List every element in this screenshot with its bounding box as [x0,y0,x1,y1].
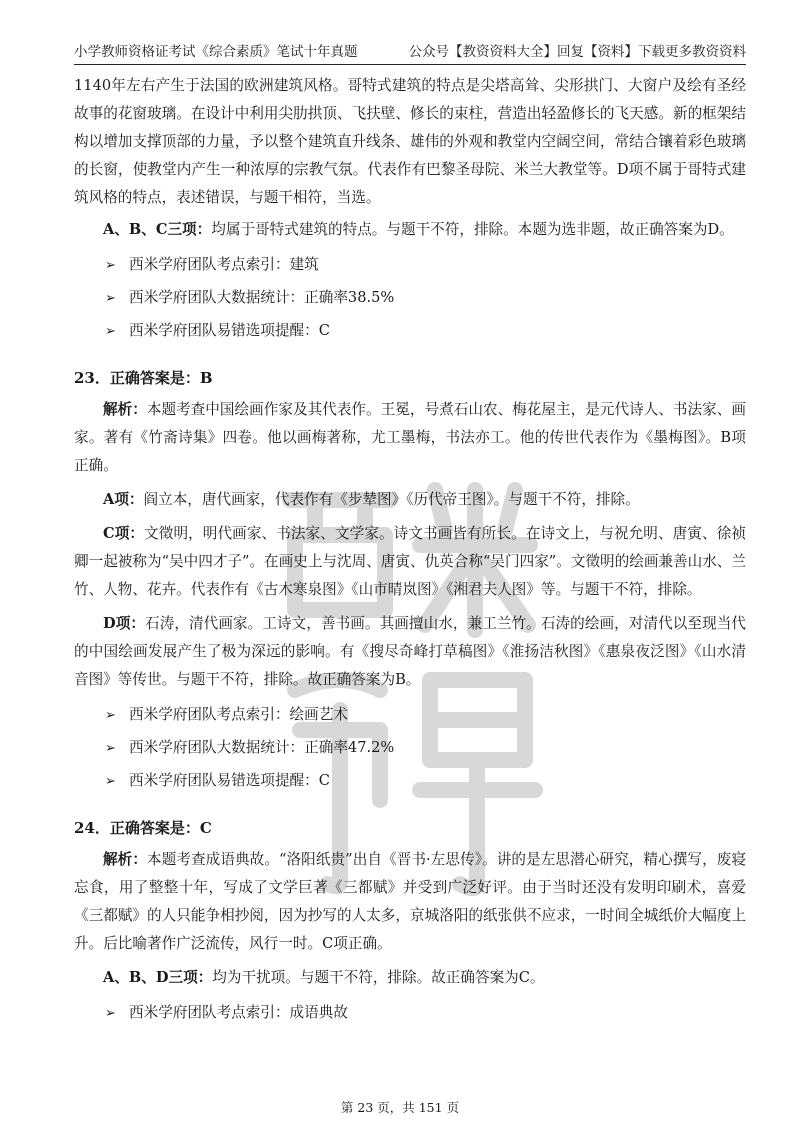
q23-bullet: ➢ 西米学府团队考点索引：绘画艺术 [74,704,746,727]
q24-title: 24．正确答案是：C [74,819,212,837]
q23-analysis: 解析：本题考查中国绘画作家及其代表作。王冕，号煮石山农、梅花屋主，是元代诗人、书法家、画家。著有《竹斋诗集》四卷。他以画梅著称，尤工墨梅，书法亦工。他的传世代表作为《墨梅图》。B项正确。 [74,401,746,474]
q22-abc-note [74,216,746,244]
arrow-bullet-icon: ➢ [105,258,116,273]
arrow-bullet-icon: ➢ [105,1006,116,1021]
q24-analysis: 解析：本题考查成语典故。“洛阳纸贵”出自《晋书·左思传》。讲的是左思潜心研究，精心撰写，废寝忘食，用了整整十年，写成了文学巨著《三都赋》并受到广泛好评。由于当时还没有发明印刷术，喜爱《三都赋》的人只能争相抄阅，因为抄写的人太多，京城洛阳的纸张供不应求，一时间全城纸价大幅度上升。后比喻著作广泛流传，风行一时。C项正确。 [74,851,746,952]
q24-abd-note: A、B、D三项：均为干扰项。与题干不符，排除。故正确答案为C。 [103,969,545,986]
q22-bullet: ➢ 西米学府团队考点索引：建筑 [74,254,746,277]
page-header [74,42,746,65]
arrow-bullet-icon: ➢ [105,291,116,306]
header-title: 小学教师资格证考试《综合素质》笔试十年真题 [74,44,358,60]
q23-option-d: D项：石涛，清代画家。工诗文，善书画。其画擅山水，兼工兰竹。石涛的绘画，对清代以至现当代的中国绘画发展产生了极为深远的影响。有《搜尽奇峰打草稿图》《淮扬洁秋图》《惠泉夜泛图》《山水清音图》等传世。与题干不符，排除。故正确答案为B。 [74,615,746,688]
arrow-bullet-icon: ➢ [105,741,116,756]
page-number: 第 23 页，共 151 页 [340,1100,460,1115]
q22-abc-text: 均属于哥特式建筑的特点。与题干不符，排除。本题为选非题，故正确答案为D。 [211,221,734,238]
arrow-bullet-icon: ➢ [105,774,116,789]
q23-bullet: ➢ 西米学府团队易错选项提醒：C [74,770,746,793]
q23-bullet: ➢ 西米学府团队大数据统计：正确率47.2% [74,737,746,760]
header-promo: 公众号【教资资料大全】回复【资料】下载更多教资资料 [408,44,746,60]
page-content [74,72,746,1035]
q22-bullet: ➢ 西米学府团队易错选项提醒：C [74,320,746,343]
q22-bullet: ➢ 西米学府团队大数据统计：正确率38.5% [74,287,746,310]
q24-bullet: ➢ 西米学府团队考点索引：成语典故 [74,1002,746,1025]
arrow-bullet-icon: ➢ [105,708,116,723]
q23-title: 23．正确答案是：B [74,369,213,387]
q22-analysis-continuation: 1140年左右产生于法国的欧洲建筑风格。哥特式建筑的特点是尖塔高耸、尖形拱门、大窗户及绘有圣经故事的花窗玻璃。在设计中利用尖肋拱顶、飞扶壁、修长的束柱，营造出轻盈修长的飞天感。新的框架结构以增加支撑顶部的力量，予以整个建筑直升线条、雄伟的外观和教堂内空阔空间，常结合镶着彩色玻璃的长窗，使教堂内产生一种浓厚的宗教气氛。代表作有巴黎圣母院、米兰大教堂等。D项不属于哥特式建筑风格的特点，表述错误，与题干相符，当选。 [74,77,746,206]
q22-abc-label: A、B、C三项： [103,221,212,238]
q23-option-a: A项：阎立本，唐代画家，代表作有《步辇图》《历代帝王图》。与题干不符，排除。 [103,491,640,508]
arrow-bullet-icon: ➢ [105,324,116,339]
q23-option-c: C项：文徵明，明代画家、书法家、文学家。诗文书画皆有所长。在诗文上，与祝允明、唐寅、徐祯卿一起被称为“吴中四才子”。在画史上与沈周、唐寅、仇英合称“吴门四家”。文徵明的绘画兼善山水、兰竹、人物、花卉。代表作有《古木寒泉图》《山市晴岚图》《湘君夫人图》等。与题干不符，排除。 [74,525,746,598]
